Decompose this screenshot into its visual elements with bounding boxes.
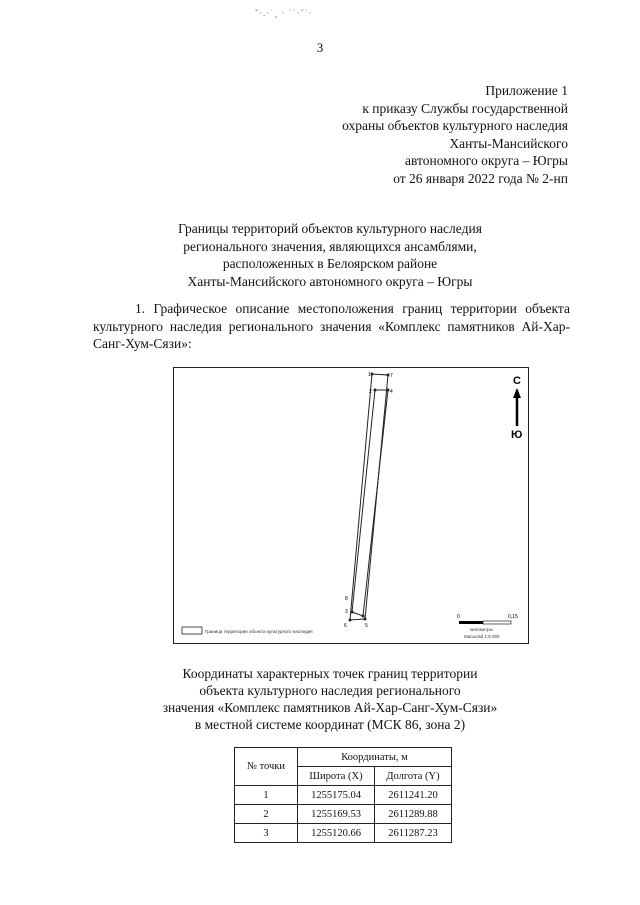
point-label: 4 [390, 389, 393, 395]
scale-bar-segment [459, 621, 483, 624]
title-line: Границы территорий объектов культурного наследия [178, 221, 482, 236]
document-title [80, 220, 580, 290]
boundary-point [351, 611, 354, 614]
col-point-header: № точки [235, 748, 298, 786]
compass-north-label: С [513, 375, 521, 387]
coordinates-title [80, 665, 580, 733]
coord-title-line: объекта культурного наследия регионального [199, 683, 461, 698]
compass-south-label: Ю [511, 429, 523, 441]
appendix-line: охраны объектов культурного наследия [342, 118, 568, 133]
scale-zero: 0 [457, 614, 460, 620]
description-paragraph [93, 300, 570, 353]
table-row [235, 824, 452, 843]
appendix-line: к приказу Службы государственной [362, 100, 568, 116]
table-header-row [235, 748, 452, 767]
scale-unit: километры [470, 627, 493, 632]
scale-bar-segment [483, 621, 511, 624]
boundary-point [349, 619, 352, 622]
boundary-point [364, 618, 367, 621]
coord-title-line: Координаты характерных точек границ территории [182, 666, 478, 681]
cell-lon: 2611289.88 [375, 805, 452, 824]
page-number: 3 [316, 40, 324, 55]
col-lon-header: Долгота (Y) [375, 767, 452, 786]
cell-lat: 1255175.04 [298, 786, 375, 805]
point-label: 7 [390, 373, 393, 379]
appendix-line: Ханты-Мансийского [449, 135, 568, 151]
paragraph-text: 1. Графическое описание местоположения границ территории объекта культурного наследия регионального значения «Комплекс памятников Ай-Хар-Санг-Хум-Сязи»: [93, 301, 570, 351]
map-graphic [174, 368, 530, 645]
title-line: расположенных в Белоярском районе [222, 256, 438, 271]
legend-text: Граница территории объекта культурного наследия [205, 629, 313, 634]
col-lat-header: Широта (X) [298, 767, 375, 786]
table-row [235, 805, 452, 824]
point-label: 8 [345, 596, 348, 602]
coord-title-line: значения «Комплекс памятников Ай-Хар-Санг-Хум-Сязи» [162, 700, 498, 715]
territory-boundary [350, 374, 388, 620]
boundary-point [362, 615, 365, 618]
point-label: 6 [344, 623, 347, 629]
table-row [235, 786, 452, 805]
point-label: 2 [369, 389, 372, 395]
point-label: 1 [368, 372, 371, 378]
coordinates-table [234, 747, 452, 843]
scale-ratio: Масштаб 1:5 000 [464, 634, 500, 639]
title-line: Ханты-Мансийского автономного округа – Югры [187, 273, 473, 289]
title-line: регионального значения, являющихся ансамблями, [183, 238, 477, 254]
boundary-map [173, 367, 529, 644]
cell-point: 2 [235, 805, 298, 824]
cell-lon: 2611287.23 [375, 824, 452, 843]
cell-point: 1 [235, 786, 298, 805]
boundary-point [374, 389, 377, 392]
cell-lat: 1255169.53 [298, 805, 375, 824]
col-coords-header: Координаты, м [298, 748, 452, 767]
point-label: 3 [345, 609, 348, 615]
appendix-line: от 26 января 2022 года № 2-нп [393, 170, 568, 186]
appendix-header [342, 82, 568, 187]
appendix-line: Приложение 1 [485, 83, 568, 98]
coord-title-line: в местной системе координат (МСК 86, зона 2) [194, 717, 466, 732]
appendix-line: автономного округа – Югры [405, 153, 568, 168]
compass-arrowhead-icon [513, 388, 521, 398]
scale-max: 0,15 [508, 614, 518, 620]
cell-lon: 2611241.20 [375, 786, 452, 805]
cell-point: 3 [235, 824, 298, 843]
territory-boundary-inner [352, 390, 388, 616]
scan-artifact: ˇ·.·˙¸ · ˙˙·ˇ˙· [255, 8, 313, 18]
legend-swatch [182, 627, 202, 634]
point-label: 5 [365, 623, 368, 629]
cell-lat: 1255120.66 [298, 824, 375, 843]
boundary-point [371, 373, 374, 376]
